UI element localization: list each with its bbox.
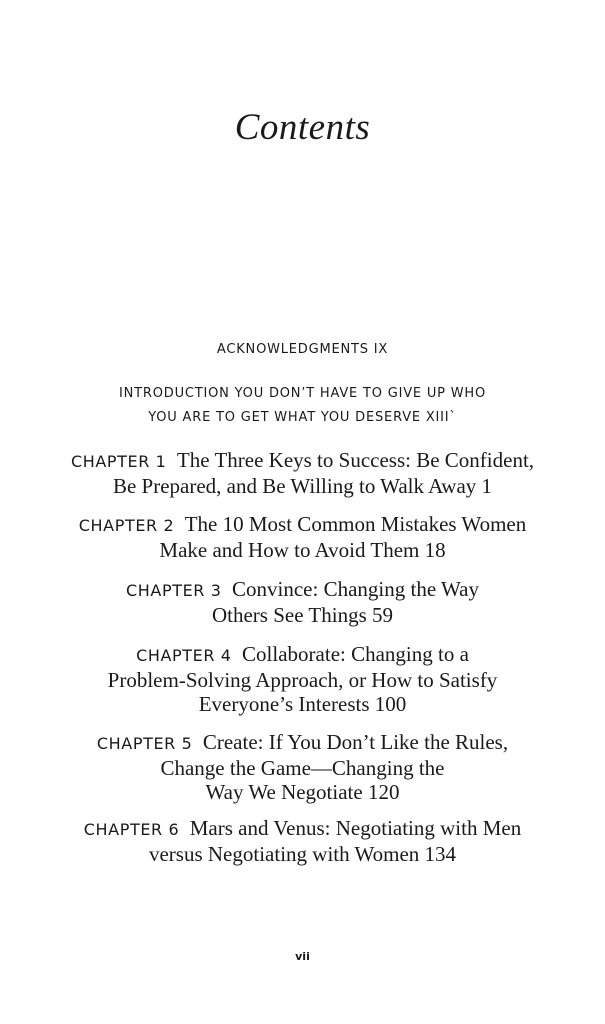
- chapter-title-line-3: Way We Negotiate 120: [205, 780, 400, 804]
- toc-entry-chapter-5[interactable]: [0, 730, 605, 804]
- chapter-label: CHAPTER 4: [136, 646, 232, 665]
- chapter-title-line-1: Convince: Changing the Way: [232, 577, 479, 601]
- chapter-title-line-1: The Three Keys to Success: Be Confident,: [176, 448, 535, 472]
- page-number: vii: [295, 950, 310, 963]
- chapter-title-line-1: The 10 Most Common Mistakes Women: [184, 512, 527, 536]
- chapter-title-line-1: Create: If You Don’t Like the Rules,: [202, 730, 509, 754]
- toc-entry-chapter-1[interactable]: [0, 448, 605, 498]
- chapter-title-line-2: versus Negotiating with Women 134: [148, 842, 457, 866]
- toc-entry-introduction[interactable]: [0, 382, 605, 430]
- chapter-title-line-1: Mars and Venus: Negotiating with Men: [189, 816, 522, 840]
- toc-entry-acknowledgments[interactable]: [0, 338, 605, 362]
- toc-entry-chapter-3[interactable]: [0, 577, 605, 627]
- chapter-label: CHAPTER 1: [70, 452, 167, 471]
- chapter-title-line-3: Everyone’s Interests 100: [198, 692, 407, 716]
- chapter-title-line-2: Problem-Solving Approach, or How to Satisfy: [107, 668, 498, 692]
- toc-entry-chapter-2[interactable]: [0, 512, 605, 562]
- introduction-line-1: INTRODUCTION YOU DON’T HAVE TO GIVE UP WHO: [119, 386, 486, 401]
- chapter-title-line-2: Others See Things 59: [211, 603, 393, 627]
- chapter-title-line-2: Make and How to Avoid Them 18: [159, 538, 446, 562]
- chapter-label: CHAPTER 6: [83, 820, 180, 839]
- chapter-label: CHAPTER 3: [126, 581, 222, 600]
- chapter-label: CHAPTER 5: [96, 734, 193, 753]
- toc-entry-chapter-4[interactable]: [0, 642, 605, 716]
- chapter-title-line-2: Change the Game—Changing the: [160, 756, 445, 780]
- chapter-label: CHAPTER 2: [78, 516, 175, 535]
- toc-entry-chapter-6[interactable]: [0, 816, 605, 866]
- introduction-line-2: YOU ARE TO GET WHAT YOU DESERVE XIII`: [148, 410, 457, 425]
- chapter-title-line-1: Collaborate: Changing to a: [242, 642, 469, 666]
- acknowledgments-text: ACKNOWLEDGMENTS IX: [216, 342, 389, 357]
- page-title: Contents: [234, 107, 371, 148]
- chapter-title-line-2: Be Prepared, and Be Willing to Walk Away 1: [112, 474, 493, 498]
